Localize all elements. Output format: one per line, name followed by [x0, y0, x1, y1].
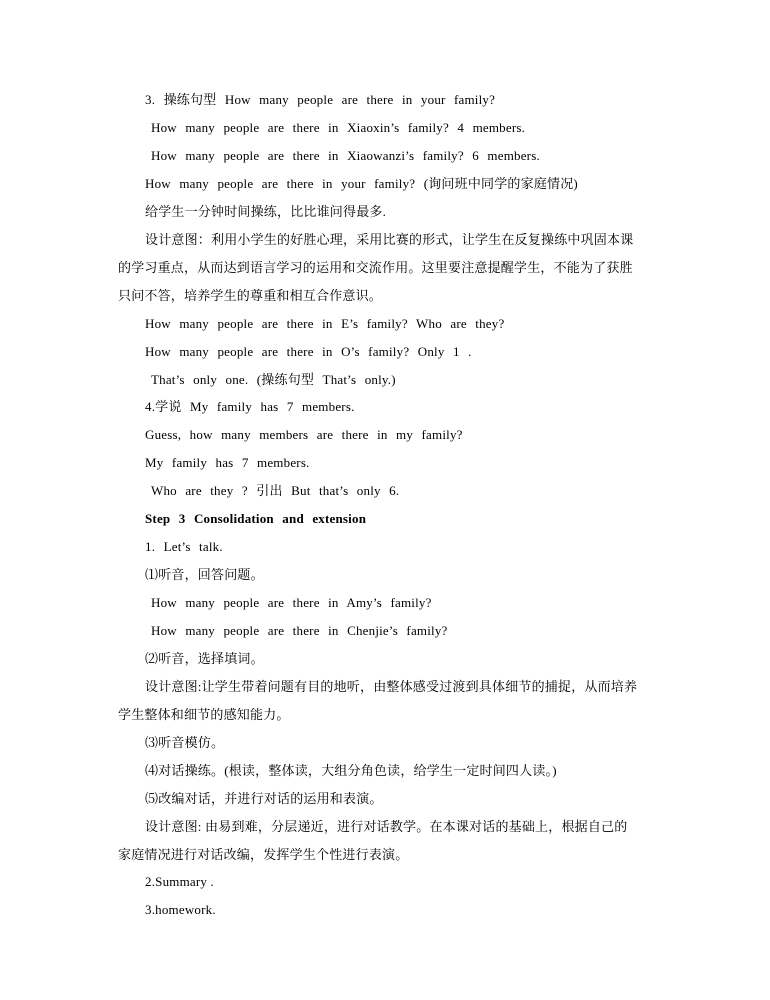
line-10: How many people are there in O’s family? Only 1 . [145, 344, 472, 359]
line-11: That’s only one. (操练句型 That’s only.) [151, 372, 396, 387]
line-18: ⑴听音，回答问题。 [145, 567, 264, 582]
line-19: How many people are there in Amy’s family? [151, 595, 432, 610]
line-6: 设计意图：利用小学生的好胜心理，采用比赛的形式，让学生在反复操练中巩固本课 [145, 232, 634, 247]
line-23: 学生整体和细节的感知能力。 [118, 707, 290, 722]
line-9: How many people are there in E’s family? Who are they? [145, 316, 505, 331]
line-8: 只问不答，培养学生的尊重和相互合作意识。 [118, 288, 383, 303]
line-29: 2.Summary . [145, 874, 215, 889]
line-1: 3. 操练句型 How many people are there in your family? [145, 92, 496, 107]
section-heading: Step 3 Consolidation and extension [145, 511, 367, 526]
line-3: How many people are there in Xiaowanzi’s family? 6 members. [151, 148, 540, 163]
line-13: Guess, how many members are there in my family? [145, 427, 463, 442]
line-5: 给学生一分钟时间操练，比比谁问得最多. [145, 204, 387, 219]
line-22: 设计意图:让学生带着问题有目的地听，由整体感受过渡到具体细节的捕捉，从而培养 [145, 679, 638, 694]
line-14: My family has 7 members. [145, 455, 310, 470]
line-21: ⑵听音，选择填词。 [145, 651, 264, 666]
line-15: Who are they ? 引出 But that’s only 6. [151, 483, 400, 498]
line-24: ⑶听音模仿。 [145, 735, 225, 750]
line-28: 家庭情况进行对话改编，发挥学生个性进行表演。 [118, 847, 409, 862]
line-4: How many people are there in your family? (询问班中同学的家庭情况) [145, 176, 578, 191]
line-25: ⑷对话操练。(根读，整体读，大组分角色读，给学生一定时间四人读。) [145, 763, 557, 778]
line-17: 1. Let’s talk. [145, 539, 223, 554]
line-20: How many people are there in Chenjie’s family? [151, 623, 448, 638]
line-30: 3.homework. [145, 902, 216, 917]
line-26: ⑸改编对话，并进行对话的运用和表演。 [145, 791, 383, 806]
line-2: How many people are there in Xiaoxin’s family? 4 members. [151, 120, 526, 135]
line-7: 的学习重点，从而达到语言学习的运用和交流作用。这里要注意提醒学生，不能为了获胜 [118, 260, 633, 275]
line-12: 4.学说 My family has 7 members. [145, 399, 355, 414]
line-27: 设计意图: 由易到难，分层递近，进行对话教学。在本课对话的基础上，根据自己的 [145, 819, 628, 834]
